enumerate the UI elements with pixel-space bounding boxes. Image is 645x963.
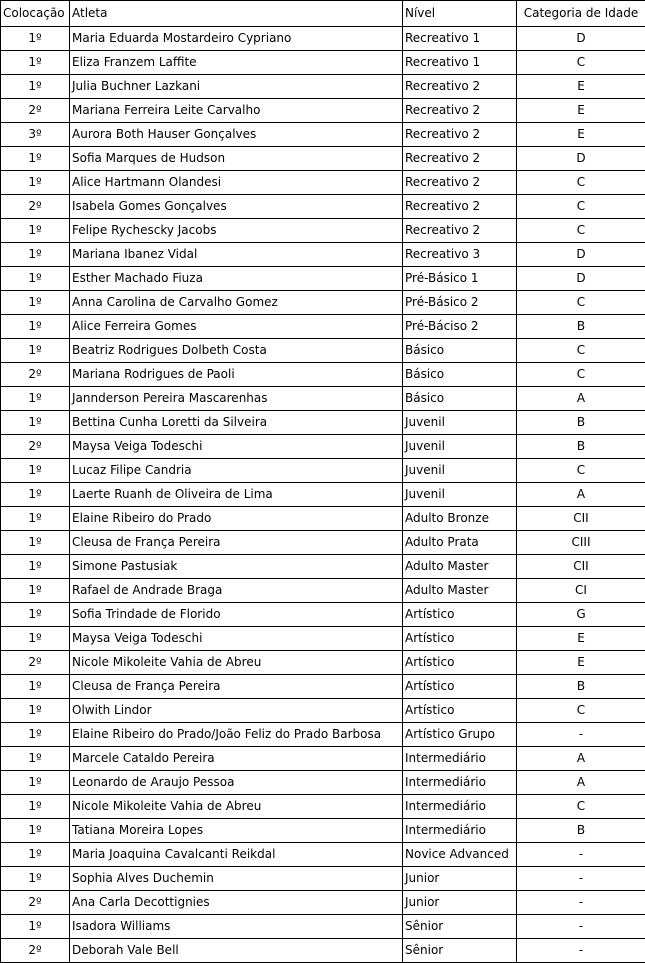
table-row (1, 843, 645, 867)
cell-categoria: C (517, 795, 645, 819)
table-row (1, 675, 645, 699)
cell-categoria: C (517, 339, 645, 363)
cell-atleta: Sophia Alves Duchemin (70, 867, 403, 891)
table-row (1, 891, 645, 915)
cell-colocacao: 2º (1, 891, 70, 915)
cell-categoria: C (517, 51, 645, 75)
table-row (1, 243, 645, 267)
cell-categoria: CII (517, 555, 645, 579)
cell-atleta: Elaine Ribeiro do Prado (70, 507, 403, 531)
table-row (1, 267, 645, 291)
cell-colocacao: 1º (1, 339, 70, 363)
cell-atleta: Beatriz Rodrigues Dolbeth Costa (70, 339, 403, 363)
cell-colocacao: 1º (1, 75, 70, 99)
table-row (1, 627, 645, 651)
cell-atleta: Cleusa de França Pereira (70, 675, 403, 699)
cell-categoria: C (517, 363, 645, 387)
cell-nivel: Artístico (403, 603, 517, 627)
table-row (1, 195, 645, 219)
cell-colocacao: 1º (1, 507, 70, 531)
cell-colocacao: 2º (1, 435, 70, 459)
cell-atleta: Jannderson Pereira Mascarenhas (70, 387, 403, 411)
table-row (1, 531, 645, 555)
cell-atleta: Tatiana Moreira Lopes (70, 819, 403, 843)
cell-nivel: Juvenil (403, 483, 517, 507)
header-colocacao: Colocação (1, 1, 70, 27)
cell-atleta: Mariana Rodrigues de Paoli (70, 363, 403, 387)
table-row (1, 819, 645, 843)
cell-categoria: A (517, 483, 645, 507)
table-row (1, 915, 645, 939)
cell-atleta: Mariana Ferreira Leite Carvalho (70, 99, 403, 123)
cell-atleta: Olwith Lindor (70, 699, 403, 723)
cell-categoria: E (517, 75, 645, 99)
cell-nivel: Juvenil (403, 411, 517, 435)
cell-atleta: Bettina Cunha Loretti da Silveira (70, 411, 403, 435)
cell-nivel: Básico (403, 387, 517, 411)
cell-atleta: Esther Machado Fiuza (70, 267, 403, 291)
table-row (1, 291, 645, 315)
cell-colocacao: 1º (1, 147, 70, 171)
cell-colocacao: 1º (1, 867, 70, 891)
cell-categoria: G (517, 603, 645, 627)
header-row (1, 1, 645, 27)
cell-categoria: E (517, 627, 645, 651)
cell-atleta: Sofia Marques de Hudson (70, 147, 403, 171)
cell-atleta: Alice Ferreira Gomes (70, 315, 403, 339)
cell-categoria: B (517, 435, 645, 459)
cell-atleta: Cleusa de França Pereira (70, 531, 403, 555)
table-row (1, 51, 645, 75)
cell-colocacao: 1º (1, 915, 70, 939)
table-row (1, 939, 645, 963)
table-row (1, 411, 645, 435)
cell-nivel: Recreativo 1 (403, 27, 517, 51)
cell-atleta: Aurora Both Hauser Gonçalves (70, 123, 403, 147)
table-row (1, 147, 645, 171)
table-row (1, 315, 645, 339)
table-row (1, 27, 645, 51)
cell-atleta: Rafael de Andrade Braga (70, 579, 403, 603)
cell-colocacao: 2º (1, 939, 70, 963)
table-row (1, 219, 645, 243)
cell-nivel: Recreativo 1 (403, 51, 517, 75)
cell-colocacao: 2º (1, 195, 70, 219)
table-row (1, 771, 645, 795)
cell-nivel: Artístico (403, 675, 517, 699)
cell-categoria: B (517, 411, 645, 435)
cell-categoria: D (517, 243, 645, 267)
cell-colocacao: 1º (1, 291, 70, 315)
cell-atleta: Nicole Mikoleite Vahia de Abreu (70, 651, 403, 675)
table-row (1, 99, 645, 123)
table-row (1, 699, 645, 723)
cell-nivel: Pré-Básico 1 (403, 267, 517, 291)
cell-colocacao: 2º (1, 99, 70, 123)
cell-nivel: Adulto Prata (403, 531, 517, 555)
cell-colocacao: 1º (1, 483, 70, 507)
cell-atleta: Nicole Mikoleite Vahia de Abreu (70, 795, 403, 819)
cell-categoria: - (517, 867, 645, 891)
cell-nivel: Recreativo 2 (403, 123, 517, 147)
cell-categoria: C (517, 195, 645, 219)
cell-colocacao: 1º (1, 771, 70, 795)
cell-colocacao: 2º (1, 651, 70, 675)
table-row (1, 483, 645, 507)
cell-nivel: Básico (403, 363, 517, 387)
cell-categoria: - (517, 939, 645, 963)
cell-categoria: E (517, 99, 645, 123)
cell-colocacao: 1º (1, 603, 70, 627)
cell-categoria: D (517, 267, 645, 291)
cell-colocacao: 1º (1, 267, 70, 291)
table-row (1, 603, 645, 627)
cell-nivel: Recreativo 2 (403, 195, 517, 219)
table-row (1, 747, 645, 771)
cell-categoria: - (517, 915, 645, 939)
cell-atleta: Julia Buchner Lazkani (70, 75, 403, 99)
cell-atleta: Anna Carolina de Carvalho Gomez (70, 291, 403, 315)
cell-nivel: Intermediário (403, 795, 517, 819)
cell-colocacao: 1º (1, 171, 70, 195)
cell-categoria: B (517, 819, 645, 843)
cell-nivel: Intermediário (403, 747, 517, 771)
cell-nivel: Recreativo 2 (403, 75, 517, 99)
cell-categoria: D (517, 27, 645, 51)
table-row (1, 651, 645, 675)
cell-atleta: Maysa Veiga Todeschi (70, 435, 403, 459)
cell-colocacao: 1º (1, 579, 70, 603)
cell-atleta: Simone Pastusiak (70, 555, 403, 579)
cell-colocacao: 1º (1, 51, 70, 75)
header-atleta: Atleta (70, 1, 403, 27)
cell-atleta: Sofia Trindade de Florido (70, 603, 403, 627)
table-row (1, 75, 645, 99)
cell-colocacao: 1º (1, 627, 70, 651)
cell-nivel: Juvenil (403, 435, 517, 459)
table-row (1, 795, 645, 819)
cell-categoria: E (517, 651, 645, 675)
cell-nivel: Artístico (403, 699, 517, 723)
cell-categoria: C (517, 699, 645, 723)
table-row (1, 555, 645, 579)
cell-colocacao: 2º (1, 363, 70, 387)
cell-atleta: Leonardo de Araujo Pessoa (70, 771, 403, 795)
cell-nivel: Sênior (403, 915, 517, 939)
cell-atleta: Maysa Veiga Todeschi (70, 627, 403, 651)
table-row (1, 867, 645, 891)
cell-nivel: Intermediário (403, 819, 517, 843)
cell-nivel: Artístico Grupo (403, 723, 517, 747)
cell-categoria: B (517, 675, 645, 699)
cell-colocacao: 1º (1, 723, 70, 747)
cell-atleta: Elaine Ribeiro do Prado/João Feliz do Prado Barbosa (70, 723, 403, 747)
cell-atleta: Maria Eduarda Mostardeiro Cypriano (70, 27, 403, 51)
cell-colocacao: 1º (1, 459, 70, 483)
cell-nivel: Recreativo 2 (403, 99, 517, 123)
cell-nivel: Novice Advanced (403, 843, 517, 867)
table-row (1, 579, 645, 603)
cell-categoria: E (517, 123, 645, 147)
table-row (1, 387, 645, 411)
cell-categoria: CII (517, 507, 645, 531)
header-nivel: Nível (403, 1, 517, 27)
cell-nivel: Adulto Master (403, 555, 517, 579)
cell-categoria: C (517, 459, 645, 483)
cell-nivel: Adulto Bronze (403, 507, 517, 531)
cell-nivel: Junior (403, 867, 517, 891)
cell-categoria: D (517, 147, 645, 171)
cell-atleta: Isadora Williams (70, 915, 403, 939)
cell-colocacao: 1º (1, 27, 70, 51)
cell-categoria: - (517, 723, 645, 747)
cell-colocacao: 1º (1, 531, 70, 555)
cell-nivel: Recreativo 2 (403, 171, 517, 195)
cell-atleta: Laerte Ruanh de Oliveira de Lima (70, 483, 403, 507)
table-row (1, 363, 645, 387)
cell-categoria: A (517, 747, 645, 771)
cell-colocacao: 1º (1, 387, 70, 411)
cell-nivel: Sênior (403, 939, 517, 963)
cell-nivel: Recreativo 2 (403, 219, 517, 243)
cell-colocacao: 1º (1, 747, 70, 771)
table-row (1, 507, 645, 531)
cell-nivel: Básico (403, 339, 517, 363)
cell-colocacao: 1º (1, 219, 70, 243)
cell-categoria: C (517, 291, 645, 315)
cell-categoria: - (517, 843, 645, 867)
cell-colocacao: 1º (1, 699, 70, 723)
cell-categoria: A (517, 771, 645, 795)
cell-atleta: Eliza Franzem Laffite (70, 51, 403, 75)
cell-nivel: Intermediário (403, 771, 517, 795)
cell-nivel: Recreativo 2 (403, 147, 517, 171)
cell-categoria: B (517, 315, 645, 339)
cell-categoria: CIII (517, 531, 645, 555)
cell-colocacao: 1º (1, 555, 70, 579)
cell-nivel: Junior (403, 891, 517, 915)
cell-atleta: Felipe Rychescky Jacobs (70, 219, 403, 243)
cell-colocacao: 1º (1, 411, 70, 435)
table-row (1, 339, 645, 363)
cell-nivel: Juvenil (403, 459, 517, 483)
header-categoria-idade: Categoria de Idade (517, 1, 645, 27)
cell-colocacao: 1º (1, 843, 70, 867)
table-row (1, 123, 645, 147)
cell-atleta: Lucaz Filipe Candria (70, 459, 403, 483)
cell-categoria: A (517, 387, 645, 411)
cell-atleta: Maria Joaquina Cavalcanti Reikdal (70, 843, 403, 867)
cell-nivel: Pré-Báciso 2 (403, 315, 517, 339)
cell-categoria: C (517, 219, 645, 243)
cell-colocacao: 1º (1, 315, 70, 339)
table-row (1, 435, 645, 459)
table-row (1, 171, 645, 195)
table-body (1, 27, 645, 963)
cell-atleta: Deborah Vale Bell (70, 939, 403, 963)
cell-nivel: Pré-Básico 2 (403, 291, 517, 315)
cell-atleta: Isabela Gomes Gonçalves (70, 195, 403, 219)
table-row (1, 723, 645, 747)
cell-atleta: Ana Carla Decottignies (70, 891, 403, 915)
cell-colocacao: 1º (1, 243, 70, 267)
cell-colocacao: 1º (1, 795, 70, 819)
cell-categoria: - (517, 891, 645, 915)
cell-categoria: C (517, 171, 645, 195)
cell-nivel: Artístico (403, 651, 517, 675)
cell-nivel: Adulto Master (403, 579, 517, 603)
cell-categoria: CI (517, 579, 645, 603)
cell-atleta: Alice Hartmann Olandesi (70, 171, 403, 195)
cell-nivel: Artístico (403, 627, 517, 651)
cell-nivel: Recreativo 3 (403, 243, 517, 267)
cell-colocacao: 1º (1, 675, 70, 699)
cell-colocacao: 1º (1, 819, 70, 843)
table-row (1, 459, 645, 483)
cell-atleta: Mariana Ibanez Vidal (70, 243, 403, 267)
cell-atleta: Marcele Cataldo Pereira (70, 747, 403, 771)
cell-colocacao: 3º (1, 123, 70, 147)
